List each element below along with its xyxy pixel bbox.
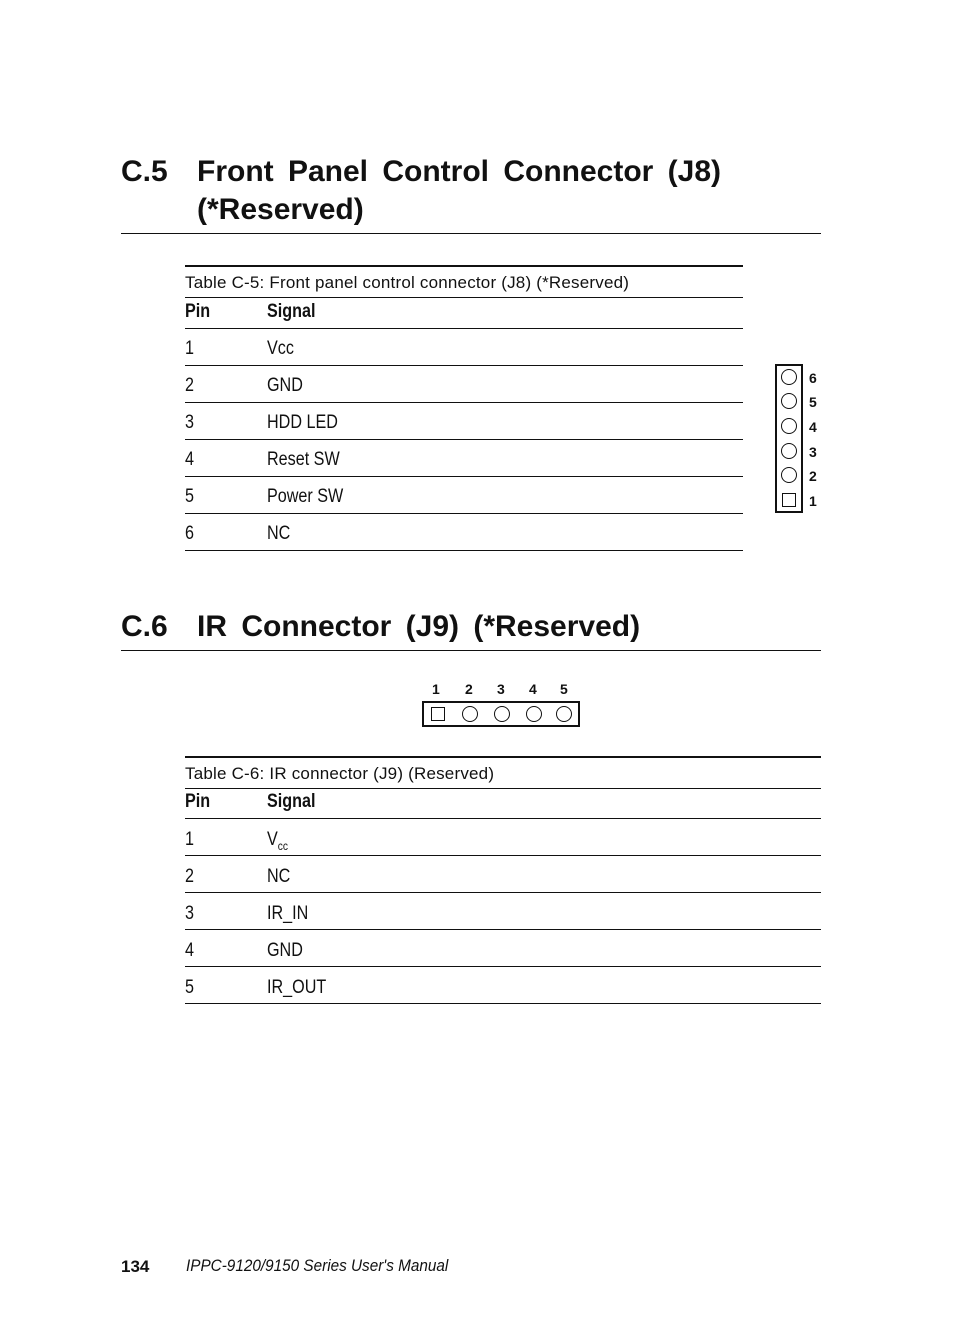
table-c5-cell-pin: 6 [185, 523, 194, 544]
table-c5-top-rule [185, 265, 743, 267]
table-c6-cell-signal: NC [267, 866, 291, 887]
table-c5-rule [185, 297, 743, 298]
table-c6-rule [185, 855, 821, 856]
manual-title: IPPC-9120/9150 Series User's Manual [186, 1256, 449, 1275]
j8-pin-label: 5 [809, 394, 817, 410]
table-c6-header-pin: Pin [185, 791, 211, 812]
table-c6-top-rule [185, 756, 821, 758]
section-c6-heading [121, 608, 821, 651]
table-c5-cell-pin: 2 [185, 375, 194, 396]
pin-square-icon [782, 493, 796, 507]
table-c6-cell-pin: 5 [185, 977, 194, 998]
page-number: 134 [121, 1257, 150, 1276]
table-c6-rule [185, 818, 821, 819]
table-c5-rule [185, 476, 743, 477]
j9-pin-label: 5 [560, 681, 568, 697]
table-c6-cell-signal [267, 829, 288, 851]
table-c6-cell-signal: IR_OUT [267, 977, 327, 998]
j9-pin-label: 4 [529, 681, 537, 697]
section-c5-title-line1: Front Panel Control Connector (J8) [197, 155, 722, 188]
table-c5-cell-signal: HDD LED [267, 412, 338, 433]
pin-circle-icon [526, 706, 542, 722]
pin-circle-icon [781, 369, 797, 385]
table-c5-cell-pin: 1 [185, 338, 194, 359]
pin-circle-icon [781, 418, 797, 434]
table-c5-cell-signal: GND [267, 375, 303, 396]
section-c6-title: IR Connector (J9) (*Reserved) [197, 610, 641, 643]
j9-pin-label: 3 [497, 681, 505, 697]
table-c6-rule [185, 788, 821, 789]
table-c5-rule [185, 328, 743, 329]
table-c5-cell-signal: Reset SW [267, 449, 340, 470]
j9-pin-label: 1 [432, 681, 440, 697]
pin-square-icon [431, 707, 445, 721]
pin-circle-icon [781, 443, 797, 459]
table-c5-cell-signal: NC [267, 523, 291, 544]
table-c5-cell-pin: 5 [185, 486, 194, 507]
table-c5-rule [185, 513, 743, 514]
table-c6-caption: Table C-6: IR connector (J9) (Reserved) [185, 764, 495, 783]
table-c6-rule [185, 966, 821, 967]
section-c6-number: C.6 [121, 610, 168, 643]
section-c5-heading [121, 153, 821, 234]
table-c6-signal-subscript: cc [277, 839, 288, 853]
table-c5-rule [185, 402, 743, 403]
table-c5-rule [185, 365, 743, 366]
table-c5-cell-pin: 4 [185, 449, 194, 470]
table-c5-caption: Table C-5: Front panel control connector (J8) (*Reserved) [185, 273, 630, 292]
section-c5-title-line2: (*Reserved) [197, 193, 364, 226]
table-c6-cell-signal: IR_IN [267, 903, 309, 924]
table-c5-rule [185, 550, 743, 551]
table-c5-cell-signal: Vcc [267, 338, 294, 359]
j8-pin-label: 2 [809, 468, 817, 484]
table-c5 [185, 265, 743, 555]
table-c5-header-signal: Signal [267, 301, 316, 322]
table-c6-rule [185, 929, 821, 930]
j8-connector-housing [775, 364, 803, 513]
table-c6-signal-main: V [267, 829, 278, 850]
table-c5-cell-signal: Power SW [267, 486, 344, 507]
pin-circle-icon [781, 393, 797, 409]
table-c6-rule [185, 1003, 821, 1004]
table-c6-header-signal: Signal [267, 791, 316, 812]
table-c6 [185, 756, 821, 1006]
pin-circle-icon [781, 467, 797, 483]
j8-pin-label: 6 [809, 370, 817, 386]
j8-pin-label: 3 [809, 444, 817, 460]
table-c5-rule [185, 439, 743, 440]
j8-pin-label: 4 [809, 419, 817, 435]
table-c6-rule [185, 892, 821, 893]
pin-circle-icon [494, 706, 510, 722]
table-c5-cell-pin: 3 [185, 412, 194, 433]
table-c6-cell-pin: 2 [185, 866, 194, 887]
j9-pin-label: 2 [465, 681, 473, 697]
table-c6-cell-pin: 4 [185, 940, 194, 961]
j8-pin-label: 1 [809, 493, 817, 509]
pin-circle-icon [556, 706, 572, 722]
pin-circle-icon [462, 706, 478, 722]
table-c5-header-pin: Pin [185, 301, 211, 322]
table-c6-cell-pin: 3 [185, 903, 194, 924]
section-c5-number: C.5 [121, 155, 168, 188]
table-c6-cell-signal: GND [267, 940, 303, 961]
table-c6-cell-pin: 1 [185, 829, 194, 850]
